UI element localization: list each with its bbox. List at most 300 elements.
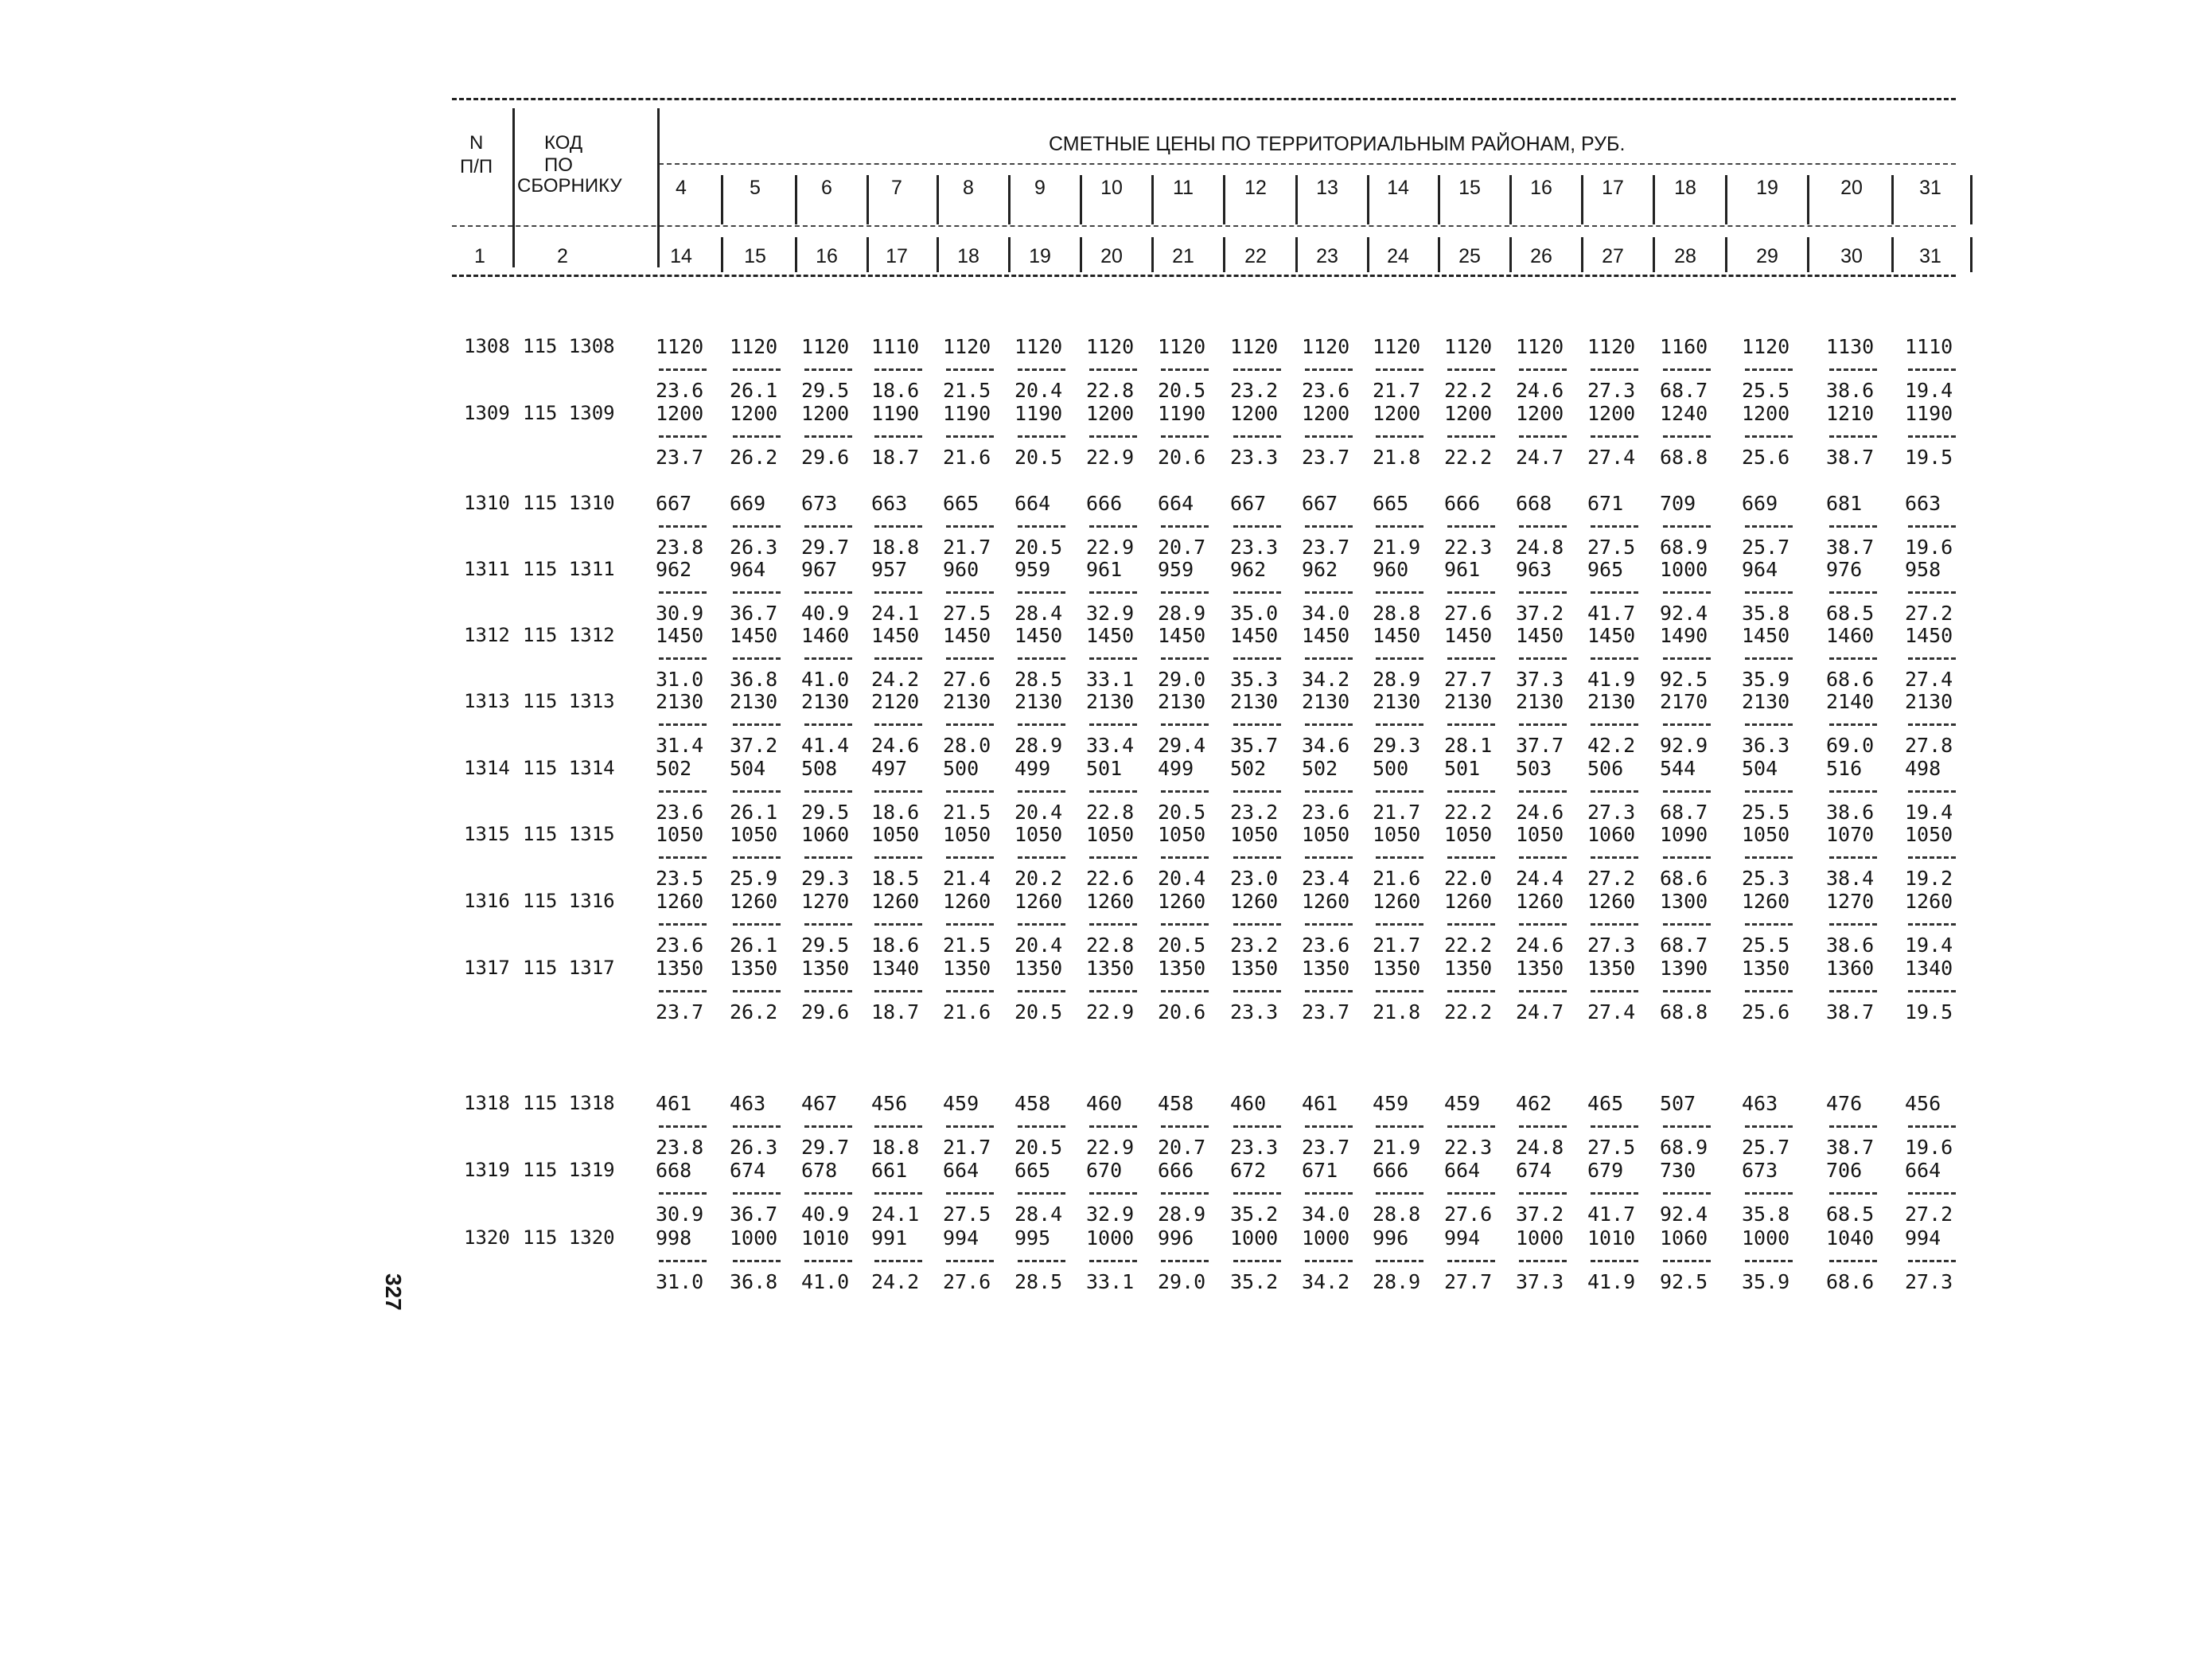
fraction-line [659, 1125, 707, 1128]
fraction-line [733, 790, 781, 793]
index-cell: 23.3 [1230, 446, 1279, 469]
price-cell: 1350 [1158, 957, 1206, 980]
index-cell: 23.7 [1302, 536, 1350, 559]
column-number: 14 [670, 245, 692, 267]
index-cell: 26.3 [730, 1136, 778, 1159]
index-cell: 20.7 [1158, 536, 1206, 559]
index-cell: 23.7 [656, 446, 704, 469]
region-number: 12 [1244, 177, 1267, 199]
price-cell: 459 [1444, 1092, 1481, 1115]
fraction-line [1376, 1260, 1423, 1262]
index-cell: 68.8 [1660, 1000, 1708, 1023]
price-cell: 1200 [1230, 402, 1279, 425]
fraction-line [1447, 1260, 1495, 1262]
index-cell: 38.7 [1826, 1000, 1875, 1023]
fraction-line [1089, 435, 1137, 438]
fraction-line [659, 657, 707, 660]
price-cell: 666 [1444, 492, 1481, 515]
fraction-line [1161, 990, 1209, 992]
fraction-line [1161, 723, 1209, 726]
index-cell: 29.5 [801, 934, 850, 957]
index-cell: 22.8 [1086, 934, 1135, 957]
fraction-line [1829, 790, 1877, 793]
price-cell: 965 [1587, 558, 1624, 581]
fraction-line [1447, 591, 1495, 594]
price-cell: 961 [1444, 558, 1481, 581]
header-top-rule [452, 98, 1956, 100]
index-cell: 19.4 [1905, 934, 1953, 957]
index-cell: 29.5 [801, 801, 850, 824]
index-cell: 29.6 [801, 446, 850, 469]
index-cell: 24.2 [871, 668, 920, 691]
index-cell: 92.4 [1660, 602, 1708, 625]
index-cell: 25.6 [1742, 446, 1790, 469]
index-cell: 20.4 [1014, 379, 1063, 402]
fraction-line [1519, 435, 1567, 438]
price-cell: 1200 [1742, 402, 1790, 425]
price-cell: 957 [871, 558, 908, 581]
price-cell: 667 [1230, 492, 1267, 515]
index-cell: 34.2 [1302, 1270, 1350, 1293]
index-cell: 27.4 [1905, 668, 1953, 691]
price-cell: 668 [656, 1159, 692, 1182]
column-number: 16 [816, 245, 838, 267]
price-cell: 1120 [1158, 335, 1206, 358]
index-cell: 68.5 [1826, 1203, 1875, 1226]
region-number: 19 [1756, 177, 1778, 199]
price-cell: 674 [1516, 1159, 1552, 1182]
fraction-line [1591, 435, 1638, 438]
price-cell: 962 [1302, 558, 1338, 581]
index-cell: 36.3 [1742, 734, 1790, 757]
fraction-line [733, 435, 781, 438]
price-cell: 663 [1905, 492, 1941, 515]
price-cell: 2130 [730, 690, 778, 713]
index-cell: 23.6 [656, 934, 704, 957]
index-cell: 27.2 [1905, 602, 1953, 625]
index-cell: 28.9 [1373, 1270, 1421, 1293]
fraction-line [946, 856, 994, 859]
price-cell: 2130 [1230, 690, 1279, 713]
price-cell: 1190 [1014, 402, 1063, 425]
index-cell: 92.9 [1660, 734, 1708, 757]
index-cell: 68.7 [1660, 934, 1708, 957]
fraction-line [1829, 591, 1877, 594]
price-cell: 960 [1373, 558, 1409, 581]
price-cell: 1450 [1516, 624, 1564, 647]
price-cell: 467 [801, 1092, 838, 1115]
price-cell: 664 [1905, 1159, 1941, 1182]
index-cell: 31.0 [656, 1270, 704, 1293]
fraction-line [1591, 790, 1638, 793]
fraction-line [1305, 990, 1353, 992]
index-cell: 23.7 [1302, 1136, 1350, 1159]
index-cell: 21.7 [943, 536, 991, 559]
fraction-line [804, 591, 852, 594]
fraction-line [1018, 1260, 1065, 1262]
index-cell: 35.0 [1230, 602, 1279, 625]
index-cell: 24.8 [1516, 1136, 1564, 1159]
header-kod: КОД [544, 132, 583, 154]
fraction-line [1908, 723, 1956, 726]
index-cell: 19.6 [1905, 536, 1953, 559]
fraction-line [1018, 790, 1065, 793]
price-cell: 1050 [1014, 823, 1063, 846]
column-number: 31 [1919, 245, 1941, 267]
price-cell: 2130 [1373, 690, 1421, 713]
index-cell: 38.7 [1826, 446, 1875, 469]
fraction-line [733, 923, 781, 926]
price-cell: 1450 [1444, 624, 1493, 647]
region-number: 6 [821, 177, 832, 199]
column-number: 21 [1172, 245, 1194, 267]
index-cell: 68.6 [1660, 867, 1708, 890]
fraction-line [1305, 1260, 1353, 1262]
index-cell: 31.4 [656, 734, 704, 757]
region-number: 10 [1100, 177, 1123, 199]
price-cell: 1060 [801, 823, 850, 846]
index-cell: 20.5 [1158, 379, 1206, 402]
price-cell: 1450 [656, 624, 704, 647]
fraction-line [1591, 1260, 1638, 1262]
index-cell: 23.7 [1302, 446, 1350, 469]
price-cell: 1350 [943, 957, 991, 980]
fraction-line [946, 1192, 994, 1195]
index-cell: 23.5 [656, 867, 704, 890]
fraction-line [1663, 435, 1711, 438]
price-cell: 1000 [1742, 1226, 1790, 1250]
fraction-line [1233, 923, 1281, 926]
fraction-line [1018, 856, 1065, 859]
price-cell: 1450 [1230, 624, 1279, 647]
price-cell: 673 [801, 492, 838, 515]
fraction-line [1233, 657, 1281, 660]
header-divider [1725, 175, 1727, 224]
index-cell: 30.9 [656, 1203, 704, 1226]
fraction-line [1447, 723, 1495, 726]
index-cell: 25.3 [1742, 867, 1790, 890]
index-cell: 35.2 [1230, 1203, 1279, 1226]
fraction-line [1233, 723, 1281, 726]
index-cell: 41.7 [1587, 602, 1636, 625]
price-cell: 963 [1516, 558, 1552, 581]
index-cell: 38.4 [1826, 867, 1875, 890]
price-cell: 1260 [1230, 890, 1279, 913]
fraction-line [1745, 591, 1793, 594]
region-number: 17 [1602, 177, 1624, 199]
price-cell: 1000 [1660, 558, 1708, 581]
fraction-line [1018, 1192, 1065, 1195]
fraction-line [1161, 368, 1209, 371]
price-cell: 666 [1373, 1159, 1409, 1182]
index-cell: 23.6 [656, 801, 704, 824]
index-cell: 27.6 [943, 668, 991, 691]
fraction-line [1591, 856, 1638, 859]
fraction-line [1745, 723, 1793, 726]
fraction-line [1908, 923, 1956, 926]
index-cell: 18.6 [871, 934, 920, 957]
index-cell: 25.7 [1742, 1136, 1790, 1159]
fraction-line [874, 435, 922, 438]
fraction-line [804, 990, 852, 992]
fraction-line [1519, 525, 1567, 528]
index-cell: 22.3 [1444, 1136, 1493, 1159]
fraction-line [1089, 591, 1137, 594]
fraction-line [733, 723, 781, 726]
index-cell: 27.8 [1905, 734, 1953, 757]
index-cell: 20.4 [1158, 867, 1206, 890]
fraction-line [1089, 1260, 1137, 1262]
price-cell: 498 [1905, 757, 1941, 780]
fraction-line [1745, 435, 1793, 438]
index-cell: 21.5 [943, 379, 991, 402]
fraction-line [1908, 856, 1956, 859]
fraction-line [874, 790, 922, 793]
column-number: 30 [1840, 245, 1863, 267]
fraction-line [1447, 657, 1495, 660]
price-cell: 460 [1086, 1092, 1123, 1115]
region-number: 7 [891, 177, 902, 199]
fraction-line [1233, 1125, 1281, 1128]
column-number: 24 [1387, 245, 1409, 267]
price-cell: 1120 [801, 335, 850, 358]
region-number: 31 [1919, 177, 1941, 199]
price-cell: 666 [1158, 1159, 1194, 1182]
fraction-line [1161, 525, 1209, 528]
price-cell: 1000 [1302, 1226, 1350, 1250]
index-cell: 19.5 [1905, 446, 1953, 469]
price-cell: 2140 [1826, 690, 1875, 713]
price-cell: 1350 [656, 957, 704, 980]
price-cell: 2170 [1660, 690, 1708, 713]
fraction-line [874, 657, 922, 660]
header-divider [1807, 237, 1809, 272]
price-cell: 1120 [1742, 335, 1790, 358]
price-cell: 1450 [1742, 624, 1790, 647]
price-cell: 476 [1826, 1092, 1863, 1115]
index-cell: 27.7 [1444, 1270, 1493, 1293]
column-number: 18 [957, 245, 979, 267]
fraction-line [1519, 368, 1567, 371]
price-cell: 2130 [1587, 690, 1636, 713]
fraction-line [1745, 923, 1793, 926]
fraction-line [1018, 1125, 1065, 1128]
price-cell: 706 [1826, 1159, 1863, 1182]
price-cell: 1300 [1660, 890, 1708, 913]
fraction-line [1089, 657, 1137, 660]
index-cell: 21.5 [943, 934, 991, 957]
index-cell: 27.5 [943, 602, 991, 625]
fraction-line [1829, 525, 1877, 528]
index-cell: 38.6 [1826, 934, 1875, 957]
price-cell: 459 [1373, 1092, 1409, 1115]
price-cell: 664 [1014, 492, 1051, 515]
fraction-line [733, 368, 781, 371]
price-cell: 2130 [1302, 690, 1350, 713]
price-cell: 668 [1516, 492, 1552, 515]
column-number: 1 [474, 245, 485, 267]
index-cell: 22.6 [1086, 867, 1135, 890]
price-cell: 2130 [1158, 690, 1206, 713]
fraction-line [659, 790, 707, 793]
index-cell: 21.7 [1373, 379, 1421, 402]
price-cell: 1350 [1587, 957, 1636, 980]
header-po: ПО [544, 154, 573, 176]
fraction-line [1663, 591, 1711, 594]
index-cell: 25.6 [1742, 1000, 1790, 1023]
price-cell: 1340 [871, 957, 920, 980]
fraction-line [1745, 368, 1793, 371]
index-cell: 21.6 [943, 446, 991, 469]
price-cell: 1050 [943, 823, 991, 846]
column-number: 20 [1100, 245, 1123, 267]
price-cell: 1260 [1444, 890, 1493, 913]
price-cell: 664 [1158, 492, 1194, 515]
price-cell: 1050 [1444, 823, 1493, 846]
fraction-line [659, 923, 707, 926]
fraction-line [1829, 368, 1877, 371]
index-cell: 30.9 [656, 602, 704, 625]
price-cell: 967 [801, 558, 838, 581]
index-cell: 34.2 [1302, 668, 1350, 691]
index-cell: 35.8 [1742, 1203, 1790, 1226]
price-cell: 1000 [1086, 1226, 1135, 1250]
index-cell: 28.0 [943, 734, 991, 757]
price-cell: 1260 [730, 890, 778, 913]
price-cell: 1200 [1444, 402, 1493, 425]
fraction-line [1663, 1125, 1711, 1128]
price-cell: 1390 [1660, 957, 1708, 980]
index-cell: 37.2 [1516, 602, 1564, 625]
price-cell: 669 [730, 492, 766, 515]
fraction-line [1519, 790, 1567, 793]
index-cell: 38.6 [1826, 379, 1875, 402]
index-cell: 22.9 [1086, 1136, 1135, 1159]
fraction-line [1829, 1260, 1877, 1262]
index-cell: 18.7 [871, 1000, 920, 1023]
fraction-line [1305, 368, 1353, 371]
fraction-line [804, 1125, 852, 1128]
index-cell: 36.7 [730, 1203, 778, 1226]
index-cell: 21.5 [943, 801, 991, 824]
column-number: 19 [1029, 245, 1051, 267]
index-cell: 27.2 [1905, 1203, 1953, 1226]
fraction-line [1591, 1192, 1638, 1195]
index-cell: 26.1 [730, 801, 778, 824]
region-number: 4 [676, 177, 687, 199]
fraction-line [946, 923, 994, 926]
index-cell: 21.7 [943, 1136, 991, 1159]
index-cell: 23.7 [656, 1000, 704, 1023]
price-cell: 1270 [801, 890, 850, 913]
fraction-line [874, 1260, 922, 1262]
fraction-line [1089, 1125, 1137, 1128]
index-cell: 92.5 [1660, 1270, 1708, 1293]
index-cell: 24.4 [1516, 867, 1564, 890]
fraction-line [874, 1192, 922, 1195]
region-number: 15 [1458, 177, 1481, 199]
index-cell: 41.7 [1587, 1203, 1636, 1226]
index-cell: 27.3 [1905, 1270, 1953, 1293]
index-cell: 37.7 [1516, 734, 1564, 757]
region-number: 5 [750, 177, 761, 199]
header-divider [1970, 175, 1972, 224]
index-cell: 21.7 [1373, 801, 1421, 824]
index-cell: 20.2 [1014, 867, 1063, 890]
index-cell: 22.3 [1444, 536, 1493, 559]
fraction-line [1519, 923, 1567, 926]
price-cell: 1460 [801, 624, 850, 647]
price-cell: 1070 [1826, 823, 1875, 846]
price-cell: 1120 [1302, 335, 1350, 358]
fraction-line [874, 923, 922, 926]
price-cell: 462 [1516, 1092, 1552, 1115]
fraction-line [659, 1260, 707, 1262]
index-cell: 22.9 [1086, 1000, 1135, 1023]
price-cell: 1260 [943, 890, 991, 913]
fraction-line [1447, 525, 1495, 528]
index-cell: 18.7 [871, 446, 920, 469]
header-divider [512, 108, 515, 267]
fraction-line [1089, 856, 1137, 859]
index-cell: 25.5 [1742, 379, 1790, 402]
index-cell: 27.3 [1587, 801, 1636, 824]
fraction-line [733, 657, 781, 660]
price-cell: 465 [1587, 1092, 1624, 1115]
index-cell: 22.0 [1444, 867, 1493, 890]
index-cell: 23.2 [1230, 379, 1279, 402]
index-cell: 36.8 [730, 668, 778, 691]
index-cell: 21.6 [1373, 867, 1421, 890]
fraction-line [1233, 1260, 1281, 1262]
fraction-line [1447, 368, 1495, 371]
price-cell: 502 [1230, 757, 1267, 780]
index-cell: 29.3 [801, 867, 850, 890]
index-cell: 40.9 [801, 1203, 850, 1226]
price-cell: 463 [730, 1092, 766, 1115]
fraction-line [1161, 1125, 1209, 1128]
fraction-line [804, 790, 852, 793]
price-cell: 1190 [1158, 402, 1206, 425]
price-cell: 1190 [1905, 402, 1953, 425]
fraction-line [733, 1125, 781, 1128]
index-cell: 28.9 [1014, 734, 1063, 757]
price-cell: 1110 [871, 335, 920, 358]
index-cell: 41.0 [801, 668, 850, 691]
index-cell: 28.8 [1373, 1203, 1421, 1226]
index-cell: 23.3 [1230, 1000, 1279, 1023]
price-cell: 1260 [1014, 890, 1063, 913]
fraction-line [1376, 368, 1423, 371]
index-cell: 28.5 [1014, 1270, 1063, 1293]
index-cell: 22.9 [1086, 446, 1135, 469]
fraction-line [1089, 525, 1137, 528]
fraction-line [804, 856, 852, 859]
index-cell: 20.7 [1158, 1136, 1206, 1159]
index-cell: 68.7 [1660, 801, 1708, 824]
price-cell: 1200 [656, 402, 704, 425]
fraction-line [1089, 368, 1137, 371]
price-cell: 1090 [1660, 823, 1708, 846]
fraction-line [1663, 923, 1711, 926]
index-cell: 33.4 [1086, 734, 1135, 757]
index-cell: 40.9 [801, 602, 850, 625]
column-number: 23 [1316, 245, 1338, 267]
index-cell: 29.7 [801, 536, 850, 559]
price-cell: 1260 [656, 890, 704, 913]
row-number: 1309 [464, 402, 510, 424]
index-cell: 20.5 [1014, 1136, 1063, 1159]
